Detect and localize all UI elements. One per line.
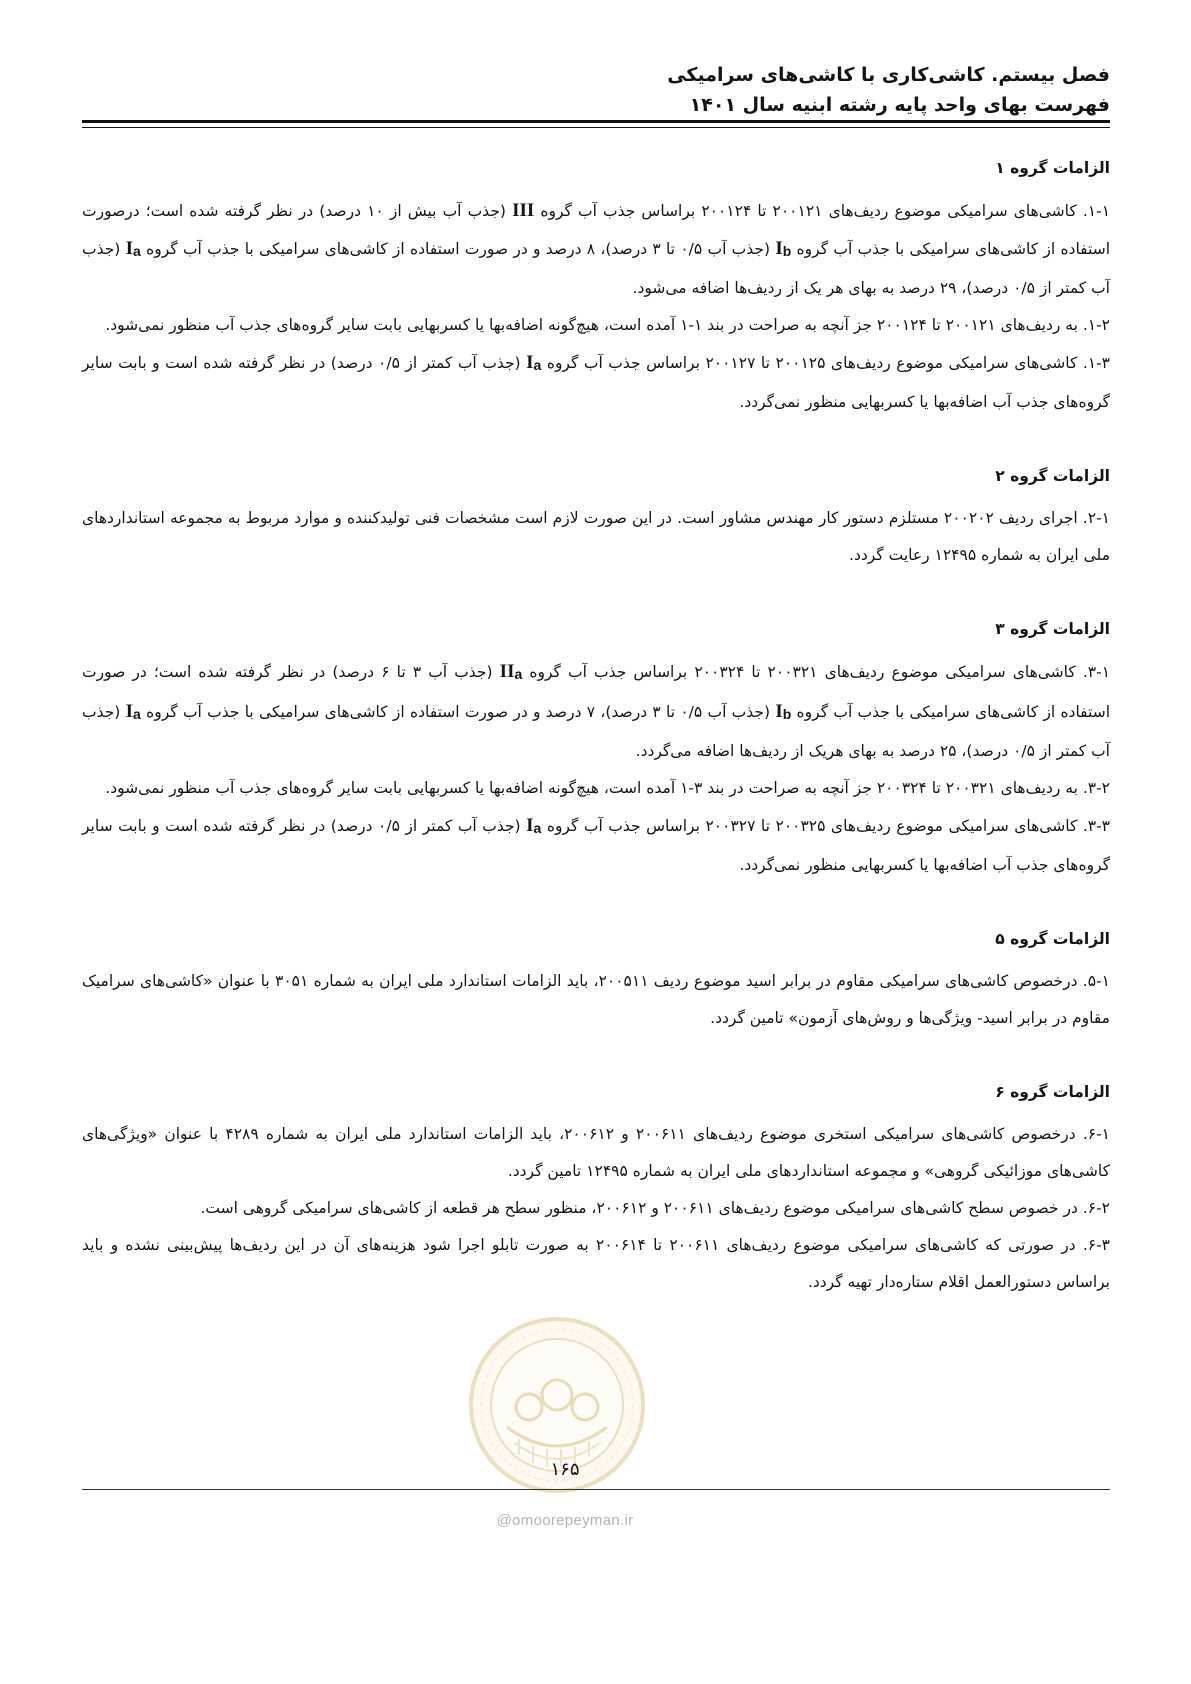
code-sub: b <box>782 243 792 259</box>
absorption-group-code <box>500 661 523 682</box>
clause-text: ۳-۳. کاشی‌های سرامیکی موضوع ردیف‌های ۲۰۰۳۲۵ تا ۲۰۰۳۲۷ براساس جذب آب گروه <box>541 817 1111 835</box>
absorption-group-code <box>126 701 141 722</box>
absorption-group-code <box>775 701 791 722</box>
code-main: I <box>526 352 534 373</box>
clause-text: (جذب آب کمتر از ۰/۵ درصد)، ۲۹ درصد به بهای هر یک از ردیف‌ها اضافه می‌شود. <box>82 240 1110 297</box>
section-heading: الزامات گروه ۵ <box>995 930 1110 948</box>
clause-1-1 <box>82 192 1110 307</box>
clause-text: (جذب آب کمتر از ۰/۵ درصد) در نظر گرفته شده است و بابت سایر گروه‌های جذب آب اضافه‌بها یا کسربهایی منظور نمی‌گردد. <box>82 354 1110 411</box>
code-main: I <box>775 238 783 259</box>
code-sub: a <box>533 820 542 836</box>
absorption-group-code <box>126 238 141 259</box>
absorption-group-code <box>526 815 541 836</box>
section-heading: الزامات گروه ۱ <box>995 159 1110 177</box>
absorption-group-code <box>526 352 541 373</box>
code-sub: a <box>514 666 523 682</box>
code-sub: a <box>533 357 542 373</box>
clause-text: ۲-۱. اجرای ردیف ۲۰۰۲۰۲ مستلزم دستور کار مهندس مشاور است. در این صورت لازم است مشخصات فنی تولیدکننده و موارد مربوط به مجموعه استانداردهای ملی ایران به شماره ۱۲۴۹۵ رعایت گردد. <box>82 509 1110 564</box>
requirements-group-3 <box>82 611 1110 884</box>
clause-6-2 <box>82 1190 1110 1227</box>
clause-text: ۱-۲. به ردیف‌های ۲۰۰۱۲۱ تا ۲۰۰۱۲۴ جز آنچه به صراحت در بند ۱-۱ آمده است، هیچ‌گونه اضافه‌بها یا کسربهایی بابت سایر گروه‌های جذب آب منظور نمی‌شود. <box>105 316 1110 334</box>
clause-text: ۱-۱. کاشی‌های سرامیکی موضوع ردیف‌های ۲۰۰۱۲۱ تا ۲۰۰۱۲۴ براساس جذب آب گروه <box>534 202 1111 220</box>
clause-2-1 <box>82 500 1110 574</box>
clause-5-1 <box>82 963 1110 1037</box>
clause-3-1 <box>82 653 1110 770</box>
header-rule-thin <box>82 127 1110 128</box>
clause-6-1 <box>82 1116 1110 1190</box>
code-main: III <box>512 200 535 221</box>
chapter-title: فصل بیستم. کاشی‌کاری با کاشی‌های سرامیکی <box>667 64 1110 86</box>
absorption-group-code <box>775 238 791 259</box>
clause-text: (جذب آب ۳ تا ۶ درصد) در نظر گرفته شده است؛ در صورت استفاده از کاشی‌های سرامیکی با جذب آب گروه <box>82 663 1110 721</box>
clause-text: ۶-۲. در خصوص سطح کاشی‌های سرامیکی موضوع ردیف‌های ۲۰۰۶۱۱ و ۲۰۰۶۱۲، منظور سطح هر قطعه از کاشی‌های سرامیکی گروهی است. <box>200 1199 1110 1217</box>
code-main: II <box>499 661 515 682</box>
section-heading: الزامات گروه ۶ <box>995 1083 1110 1101</box>
requirements-group-2 <box>82 458 1110 574</box>
code-main: I <box>526 815 534 836</box>
clause-1-3 <box>82 344 1110 421</box>
code-sub: a <box>133 706 141 722</box>
code-sub: b <box>782 706 792 722</box>
code-main: I <box>125 238 134 259</box>
section-heading: الزامات گروه ۳ <box>995 620 1110 638</box>
header-rule-thick <box>82 120 1110 123</box>
page-number: ۱۶۵ <box>550 1459 580 1480</box>
site-watermark: @omoorepeyman.ir <box>496 1512 634 1529</box>
code-main: I <box>775 701 783 722</box>
clause-3-3 <box>82 807 1110 884</box>
clause-6-3 <box>82 1227 1110 1301</box>
clause-text: (جذب آب بیش از ۱۰ درصد) در نظر گرفته شده است؛ درصورت استفاده از کاشی‌های سرامیکی با جذب آب گروه <box>82 202 1110 258</box>
clause-3-2 <box>82 770 1110 807</box>
clause-text: (جذب آب ۰/۵ تا ۳ درصد)، ۷ درصد و در صورت استفاده از کاشی‌های سرامیکی با جذب آب گروه <box>140 703 776 721</box>
code-sub: a <box>133 243 141 259</box>
clause-text: ۶-۱. درخصوص کاشی‌های سرامیکی استخری موضوع ردیف‌های ۲۰۰۶۱۱ و ۲۰۰۶۱۲، باید الزامات استاندارد ملی ایران به شماره ۴۲۸۹ با عنوان «ویژگی‌های کاشی‌های موزائیکی گروهی» و مجموعه استانداردهای ملی ایران به شماره ۱۲۴۹۵ تامین گردد. <box>82 1125 1110 1180</box>
clause-text: (جذب آب ۰/۵ تا ۳ درصد)، ۸ درصد و در صورت استفاده از کاشی‌های سرامیکی با جذب آب گروه <box>140 240 776 258</box>
clause-text: (جذب آب کمتر از ۰/۵ درصد) در نظر گرفته شده است و بابت سایر گروه‌های جذب آب اضافه‌بها یا کسربهایی منظور نمی‌گردد. <box>82 817 1110 874</box>
absorption-group-code <box>512 200 534 221</box>
clause-1-2 <box>82 307 1110 344</box>
clause-text: ۶-۳. در صورتی که کاشی‌های سرامیکی موضوع ردیف‌های ۲۰۰۶۱۱ تا ۲۰۰۶۱۴ به صورت تابلو اجرا شود هزینه‌های آن در این ردیف‌ها پیش‌بینی نشده و باید براساس دستورالعمل اقلام ستاره‌دار تهیه گردد. <box>82 1236 1110 1291</box>
requirements-group-5 <box>82 921 1110 1037</box>
page-body <box>82 150 1110 1301</box>
clause-text: (جذب آب کمتر از ۰/۵ درصد)، ۲۵ درصد به بهای هریک از ردیف‌ها اضافه می‌گردد. <box>82 703 1110 760</box>
requirements-group-1 <box>82 150 1110 421</box>
code-main: I <box>125 701 134 722</box>
section-heading: الزامات گروه ۲ <box>995 467 1110 485</box>
clause-text: ۱-۳. کاشی‌های سرامیکی موضوع ردیف‌های ۲۰۰۱۲۵ تا ۲۰۰۱۲۷ براساس جذب آب گروه <box>541 354 1111 372</box>
clause-text: ۵-۱. درخصوص کاشی‌های سرامیکی مقاوم در برابر اسید موضوع ردیف ۲۰۰۵۱۱، باید الزامات استاندارد ملی ایران به شماره ۳۰۵۱ با عنوان «کاشی‌های سرامیک مقاوم در برابر اسید- ویژگی‌ها و روش‌های آزمون» تامین گردد. <box>82 972 1110 1027</box>
running-header <box>85 60 1110 120</box>
clause-text: ۳-۱. کاشی‌های سرامیکی موضوع ردیف‌های ۲۰۰۳۲۱ تا ۲۰۰۳۲۴ براساس جذب آب گروه <box>522 663 1111 681</box>
book-title: فهرست بهای واحد پایه رشته ابنیه سال ۱۴۰۱ <box>689 94 1110 116</box>
clause-text: ۳-۲. به ردیف‌های ۲۰۰۳۲۱ تا ۲۰۰۳۲۴ جز آنچه به صراحت در بند ۳-۱ آمده است، هیچ‌گونه اضافه‌بها یا کسربهایی بابت سایر گروه‌های جذب آب منظور نمی‌شود. <box>105 779 1110 797</box>
footer-rule <box>82 1489 1110 1490</box>
requirements-group-6 <box>82 1074 1110 1301</box>
